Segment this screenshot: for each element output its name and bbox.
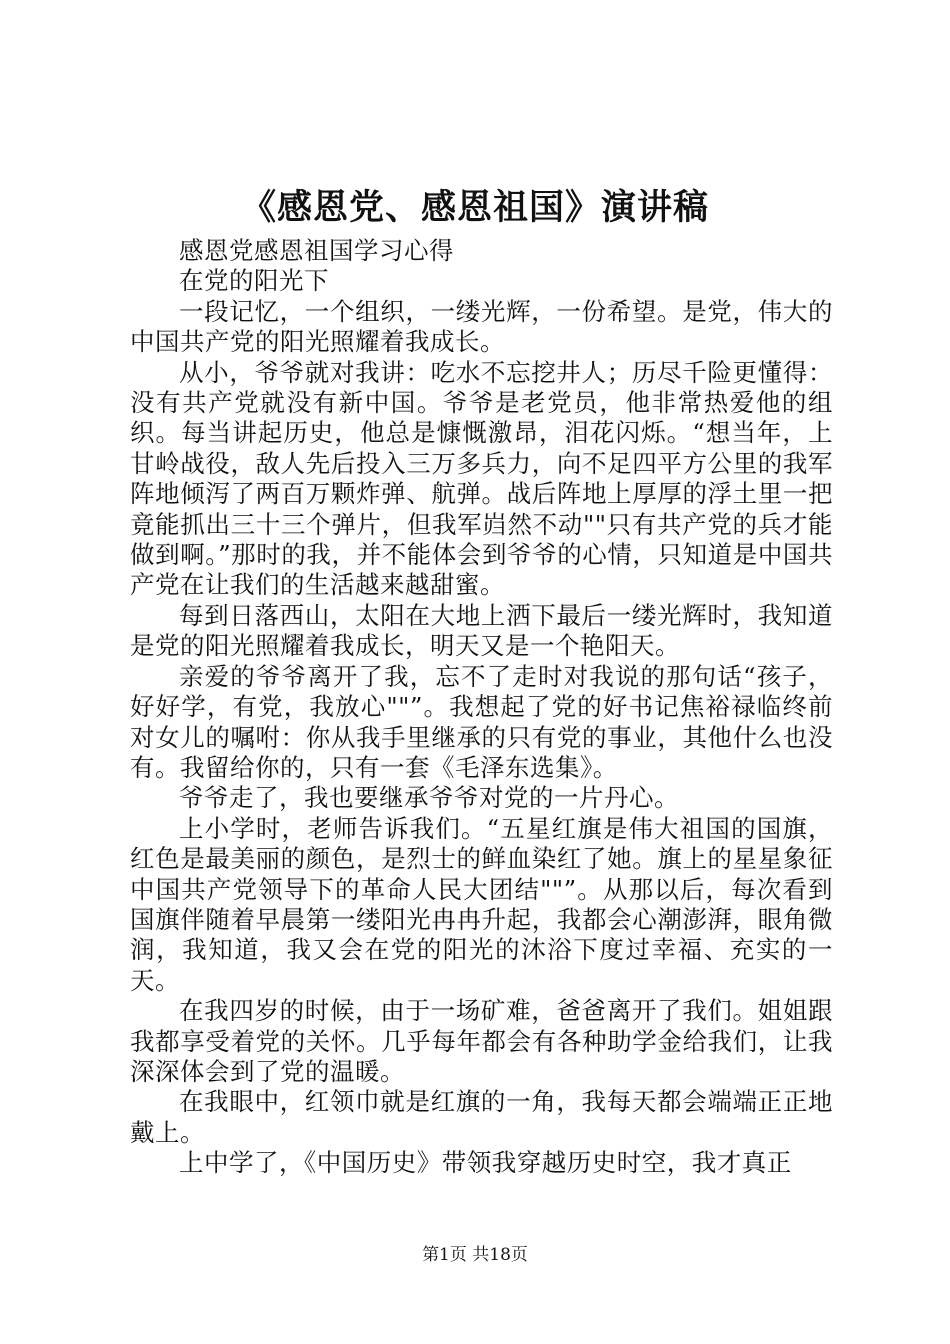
paragraph: 一段记忆，一个组织，一缕光辉，一份希望。是党，伟大的中国共产党的阳光照耀着我成长。 bbox=[130, 296, 833, 357]
paragraph: 感恩党感恩祖国学习心得 bbox=[179, 236, 454, 265]
paragraph: 上小学时，老师告诉我们。“五星红旗是伟大祖国的国旗，红色是最美丽的颜色，是烈士的鲜血染红了她。旗上的星星象征中国共产党领导下的革命人民大团结""”。从那以后，每次看到国旗伴随着早晨第一缕阳光冉冉升起，我都会心潮澎湃，眼角微润，我知道，我又会在党的阳光的沐浴下度过幸福、充实的一天。 bbox=[130, 813, 833, 995]
document-body bbox=[130, 236, 833, 1179]
document-title: 《感恩党、感恩祖国》演讲稿 bbox=[240, 187, 709, 228]
paragraph: 上中学了，《中国历史》带领我穿越历史时空，我才真正 bbox=[179, 1148, 792, 1178]
paragraph: 每到日落西山，太阳在大地上洒下最后一缕光辉时，我知道是党的阳光照耀着我成长，明天又是一个艳阳天。 bbox=[130, 600, 833, 661]
paragraph: 在党的阳光下 bbox=[179, 266, 329, 296]
page-footer: 第1页 共18页 bbox=[422, 1245, 528, 1265]
paragraph: 在我眼中，红领巾就是红旗的一角，我每天都会端端正正地戴上。 bbox=[130, 1087, 833, 1147]
paragraph: 在我四岁的时候，由于一场矿难，爸爸离开了我们。姐姐跟我都享受着党的关怀。几乎每年都会有各种助学金给我们，让我深深体会到了党的温暖。 bbox=[130, 996, 833, 1086]
paragraph: 亲爱的爷爷离开了我，忘不了走时对我说的那句话“孩子，好好学，有党，我放心""”。我想起了党的好书记焦裕禄临终前对女儿的嘱咐：你从我手里继承的只有党的事业，其他什么也没有。我留给你的，只有一套《毛泽东选集》。 bbox=[130, 661, 833, 782]
paragraph: 从小，爷爷就对我讲：吃水不忘挖井人；历尽千险更懂得：没有共产党就没有新中国。爷爷是老党员，他非常热爱他的组织。每当讲起历史，他总是慷慨激昂，泪花闪烁。“想当年，上甘岭战役，敌人先后投入三万多兵力，向不足四平方公里的我军阵地倾泻了两百万颗炸弹、航弹。战后阵地上厚厚的浮土里一把竟能抓出三十三个弹片，但我军岿然不动""只有共产党的兵才能做到啊。”那时的我，并不能体会到爷爷的心情，只知道是中国共产党在让我们的生活越来越甜蜜。 bbox=[130, 357, 833, 600]
paragraph: 爷爷走了，我也要继承爷爷对党的一片丹心。 bbox=[179, 783, 679, 813]
